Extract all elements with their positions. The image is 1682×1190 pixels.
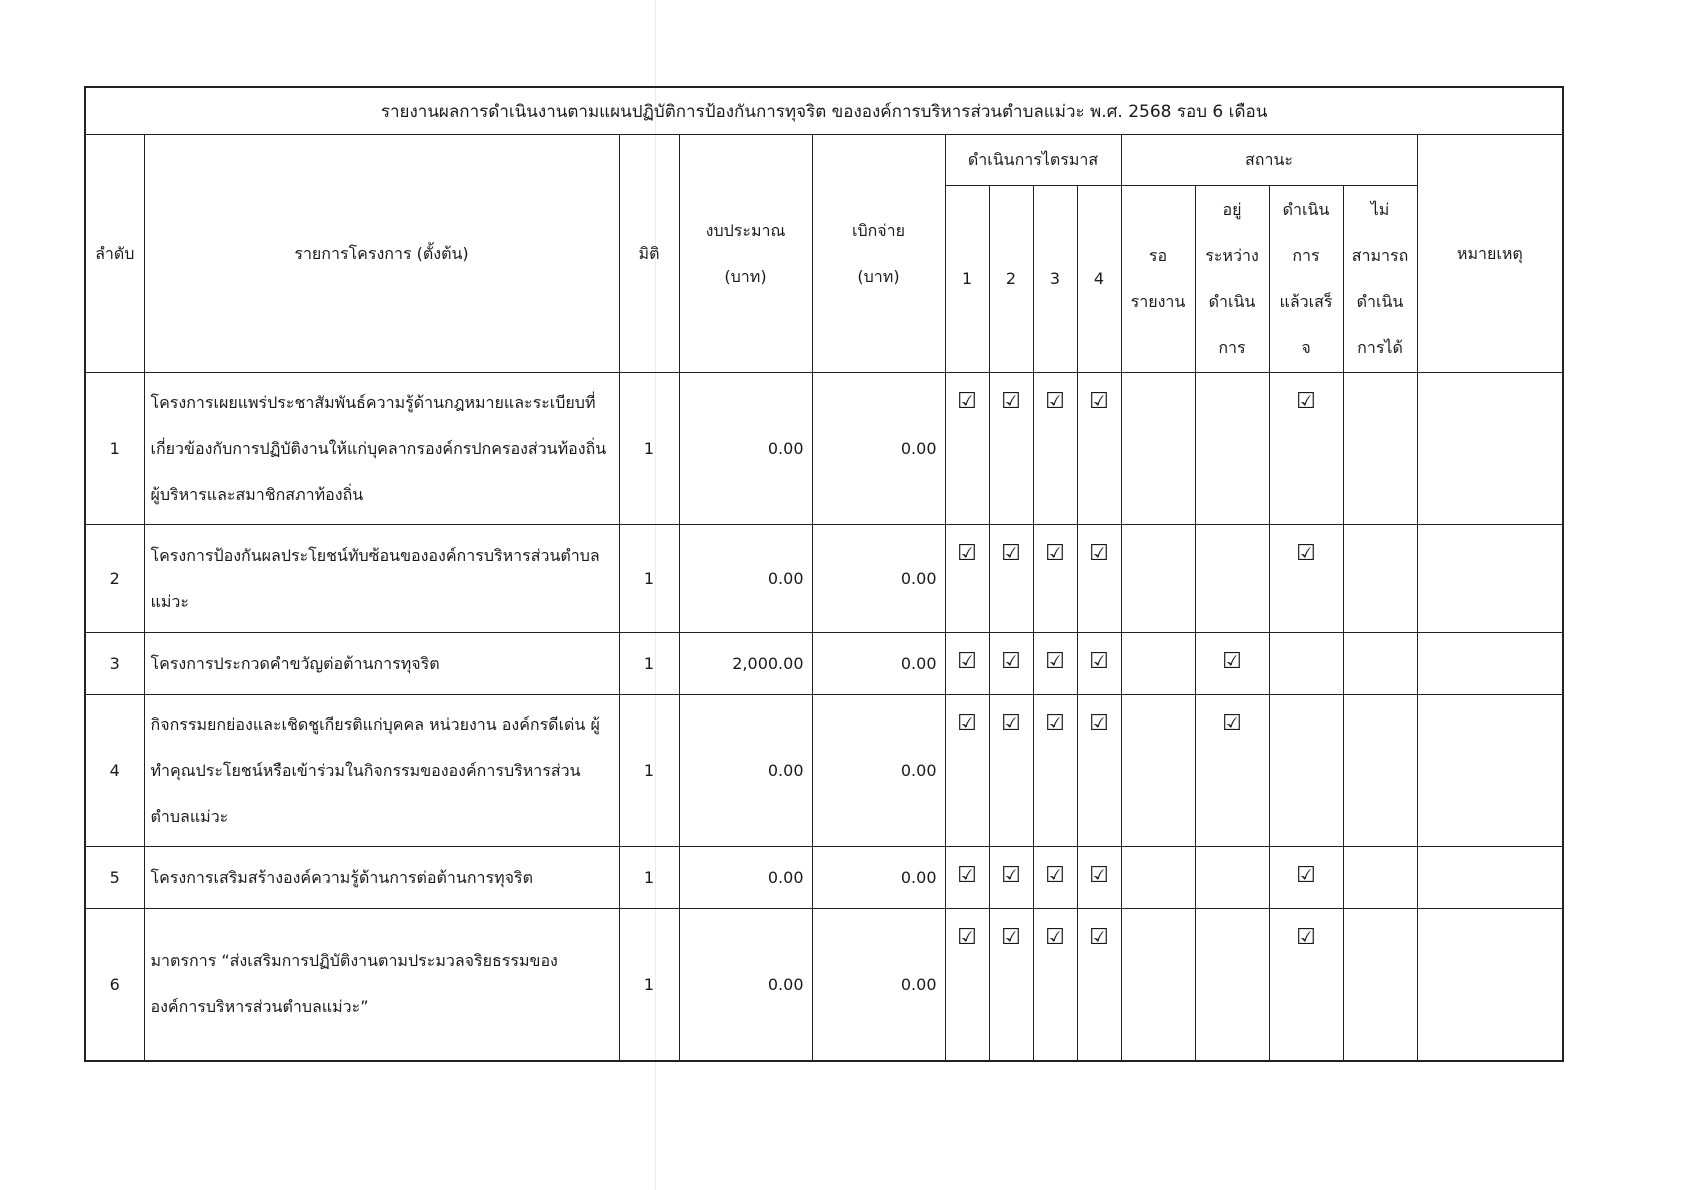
row-quarter-1-cell: [945, 847, 989, 909]
header-status-unable-line4: การได้: [1357, 338, 1403, 357]
row-spent: 0.00: [812, 525, 945, 633]
row-remark: [1417, 633, 1563, 695]
header-status-in-progress-line3: ดำเนิน: [1208, 292, 1256, 311]
table-row: [85, 633, 1563, 695]
row-status-waiting-cell: [1121, 909, 1195, 1061]
row-budget: 2,000.00: [679, 633, 812, 695]
row-project-name: โครงการเสริมสร้างองค์ความรู้ด้านการต่อต้านการทุจริต: [144, 847, 619, 909]
row-status-unable-cell: [1343, 525, 1417, 633]
row-quarter-1-cell: [945, 909, 989, 1061]
row-project-name: มาตรการ “ส่งเสริมการปฏิบัติงานตามประมวลจริยธรรมขององค์การบริหารส่วนตำบลแม่วะ”: [144, 909, 619, 1061]
checkbox-checked-icon: ☑: [1001, 863, 1021, 888]
header-status-in-progress-line4: การ: [1218, 338, 1246, 357]
row-dimension: 1: [619, 373, 679, 525]
checkbox-checked-icon: ☑: [1045, 541, 1065, 566]
header-status-done-line3: แล้วเสร็: [1279, 292, 1333, 311]
checkbox-checked-icon: ☑: [1089, 389, 1109, 414]
row-status-unable-cell: [1343, 373, 1417, 525]
checkbox-checked-icon: ☑: [957, 711, 977, 736]
checkbox-checked-icon: ☑: [1296, 863, 1316, 888]
row-status-done-cell: [1269, 695, 1343, 847]
report-table: [84, 86, 1564, 1062]
row-quarter-1-cell: [945, 633, 989, 695]
row-status-waiting-cell: [1121, 373, 1195, 525]
checkbox-checked-icon: ☑: [957, 389, 977, 414]
header-status-waiting-line2: รายงาน: [1130, 292, 1186, 311]
header-status-group: สถานะ: [1121, 135, 1417, 186]
row-remark: [1417, 373, 1563, 525]
header-status-unable-line1: ไม่: [1370, 200, 1390, 219]
header-status-in-progress-line1: อยู่: [1222, 200, 1242, 219]
row-status-waiting-cell: [1121, 633, 1195, 695]
checkbox-checked-icon: ☑: [1045, 863, 1065, 888]
header-dimension: มิติ: [619, 135, 679, 373]
header-status-unable: [1343, 186, 1417, 373]
header-spent: [812, 135, 945, 373]
table-row: [85, 373, 1563, 525]
checkbox-checked-icon: ☑: [1296, 389, 1316, 414]
row-quarter-3-cell: [1033, 373, 1077, 525]
row-project-name: โครงการประกวดคำขวัญต่อต้านการทุจริต: [144, 633, 619, 695]
header-quarter-3: 3: [1033, 186, 1077, 373]
header-status-done-line1: ดำเนิน: [1282, 200, 1330, 219]
row-order: 4: [85, 695, 144, 847]
row-budget: 0.00: [679, 847, 812, 909]
checkbox-checked-icon: ☑: [1045, 925, 1065, 950]
checkbox-checked-icon: ☑: [1001, 925, 1021, 950]
table-row: [85, 909, 1563, 1061]
header-quarter-group: ดำเนินการไตรมาส: [945, 135, 1121, 186]
header-status-done-line4: จ: [1301, 338, 1311, 357]
checkbox-checked-icon: ☑: [1001, 649, 1021, 674]
checkbox-checked-icon: ☑: [957, 649, 977, 674]
report-title: รายงานผลการดำเนินงานตามแผนปฏิบัติการป้องกันการทุจริต ขององค์การบริหารส่วนตำบลแม่วะ พ.ศ. 2568 รอบ 6 เดือน: [85, 87, 1563, 135]
row-quarter-3-cell: [1033, 633, 1077, 695]
report-rows: [85, 373, 1563, 1061]
row-quarter-3-cell: [1033, 847, 1077, 909]
row-order: 2: [85, 525, 144, 633]
table-row: [85, 847, 1563, 909]
row-budget: 0.00: [679, 373, 812, 525]
row-project-name: โครงการป้องกันผลประโยชน์ทับซ้อนขององค์การบริหารส่วนตำบลแม่วะ: [144, 525, 619, 633]
row-dimension: 1: [619, 633, 679, 695]
header-status-done-line2: การ: [1292, 246, 1320, 265]
row-quarter-2-cell: [989, 633, 1033, 695]
row-spent: 0.00: [812, 909, 945, 1061]
row-quarter-4-cell: [1077, 633, 1121, 695]
row-quarter-4-cell: [1077, 373, 1121, 525]
checkbox-checked-icon: ☑: [1045, 649, 1065, 674]
row-status-unable-cell: [1343, 909, 1417, 1061]
header-status-unable-line3: ดำเนิน: [1356, 292, 1404, 311]
table-row: [85, 525, 1563, 633]
checkbox-checked-icon: ☑: [957, 925, 977, 950]
checkbox-checked-icon: ☑: [1045, 711, 1065, 736]
row-quarter-1-cell: [945, 525, 989, 633]
row-spent: 0.00: [812, 633, 945, 695]
row-status-in-progress-cell: [1195, 525, 1269, 633]
row-spent: 0.00: [812, 847, 945, 909]
row-project-name: กิจกรรมยกย่องและเชิดชูเกียรติแก่บุคคล หน่วยงาน องค์กรดีเด่น ผู้ทำคุณประโยชน์หรือเข้าร่วมในกิจกรรมขององค์การบริหารส่วนตำบลแม่วะ: [144, 695, 619, 847]
row-quarter-2-cell: [989, 695, 1033, 847]
header-budget: [679, 135, 812, 373]
header-order: ลำดับ: [85, 135, 144, 373]
row-quarter-3-cell: [1033, 525, 1077, 633]
row-status-unable-cell: [1343, 695, 1417, 847]
row-status-unable-cell: [1343, 847, 1417, 909]
row-quarter-4-cell: [1077, 909, 1121, 1061]
checkbox-checked-icon: ☑: [1089, 541, 1109, 566]
row-dimension: 1: [619, 847, 679, 909]
row-status-in-progress-cell: [1195, 847, 1269, 909]
checkbox-checked-icon: ☑: [1089, 711, 1109, 736]
row-quarter-2-cell: [989, 909, 1033, 1061]
header-status-in-progress-line2: ระหว่าง: [1205, 246, 1259, 265]
header-status-in-progress: [1195, 186, 1269, 373]
row-status-waiting-cell: [1121, 695, 1195, 847]
row-order: 6: [85, 909, 144, 1061]
checkbox-checked-icon: ☑: [1296, 925, 1316, 950]
checkbox-checked-icon: ☑: [1045, 389, 1065, 414]
checkbox-checked-icon: ☑: [1089, 925, 1109, 950]
header-status-done: [1269, 186, 1343, 373]
header-status-waiting: [1121, 186, 1195, 373]
row-status-done-cell: [1269, 847, 1343, 909]
checkbox-checked-icon: ☑: [1001, 541, 1021, 566]
row-budget: 0.00: [679, 525, 812, 633]
checkbox-checked-icon: ☑: [1296, 541, 1316, 566]
header-status-unable-line2: สามารถ: [1351, 246, 1409, 265]
checkbox-checked-icon: ☑: [1222, 649, 1242, 674]
row-remark: [1417, 909, 1563, 1061]
row-quarter-2-cell: [989, 373, 1033, 525]
row-status-in-progress-cell: [1195, 373, 1269, 525]
row-remark: [1417, 525, 1563, 633]
row-quarter-2-cell: [989, 847, 1033, 909]
row-spent: 0.00: [812, 373, 945, 525]
row-status-done-cell: [1269, 909, 1343, 1061]
row-budget: 0.00: [679, 695, 812, 847]
row-budget: 0.00: [679, 909, 812, 1061]
row-status-waiting-cell: [1121, 525, 1195, 633]
row-order: 5: [85, 847, 144, 909]
row-remark: [1417, 847, 1563, 909]
row-quarter-4-cell: [1077, 847, 1121, 909]
row-status-in-progress-cell: [1195, 695, 1269, 847]
checkbox-checked-icon: ☑: [1001, 711, 1021, 736]
row-quarter-4-cell: [1077, 695, 1121, 847]
row-status-done-cell: [1269, 633, 1343, 695]
checkbox-checked-icon: ☑: [1089, 649, 1109, 674]
header-status-waiting-line1: รอ: [1148, 246, 1168, 265]
header-quarter-4: 4: [1077, 186, 1121, 373]
header-spent-line2: (บาท): [857, 266, 900, 286]
checkbox-checked-icon: ☑: [957, 541, 977, 566]
row-project-name: โครงการเผยแพร่ประชาสัมพันธ์ความรู้ด้านกฎหมายและระเบียบที่เกี่ยวข้องกับการปฏิบัติงานให้แก่บุคลากรองค์กรปกครองส่วนท้องถิ่น ผู้บริหารและสมาชิกสภาท้องถิ่น: [144, 373, 619, 525]
row-status-unable-cell: [1343, 633, 1417, 695]
header-quarter-2: 2: [989, 186, 1033, 373]
header-budget-line2: (บาท): [724, 266, 767, 286]
row-status-in-progress-cell: [1195, 633, 1269, 695]
header-spent-line1: เบิกจ่าย: [851, 220, 906, 240]
table-row: [85, 695, 1563, 847]
row-status-waiting-cell: [1121, 847, 1195, 909]
checkbox-checked-icon: ☑: [1001, 389, 1021, 414]
row-remark: [1417, 695, 1563, 847]
header-remark: หมายเหตุ: [1417, 135, 1563, 373]
row-status-done-cell: [1269, 525, 1343, 633]
row-quarter-1-cell: [945, 373, 989, 525]
row-quarter-2-cell: [989, 525, 1033, 633]
row-status-done-cell: [1269, 373, 1343, 525]
row-order: 3: [85, 633, 144, 695]
row-order: 1: [85, 373, 144, 525]
row-quarter-3-cell: [1033, 909, 1077, 1061]
checkbox-checked-icon: ☑: [957, 863, 977, 888]
header-quarter-1: 1: [945, 186, 989, 373]
header-budget-line1: งบประมาณ: [705, 220, 786, 240]
row-dimension: 1: [619, 695, 679, 847]
row-quarter-4-cell: [1077, 525, 1121, 633]
header-project: รายการโครงการ (ตั้งต้น): [144, 135, 619, 373]
row-spent: 0.00: [812, 695, 945, 847]
row-dimension: 1: [619, 525, 679, 633]
checkbox-checked-icon: ☑: [1089, 863, 1109, 888]
checkbox-checked-icon: ☑: [1222, 711, 1242, 736]
row-dimension: 1: [619, 909, 679, 1061]
row-quarter-3-cell: [1033, 695, 1077, 847]
row-status-in-progress-cell: [1195, 909, 1269, 1061]
row-quarter-1-cell: [945, 695, 989, 847]
